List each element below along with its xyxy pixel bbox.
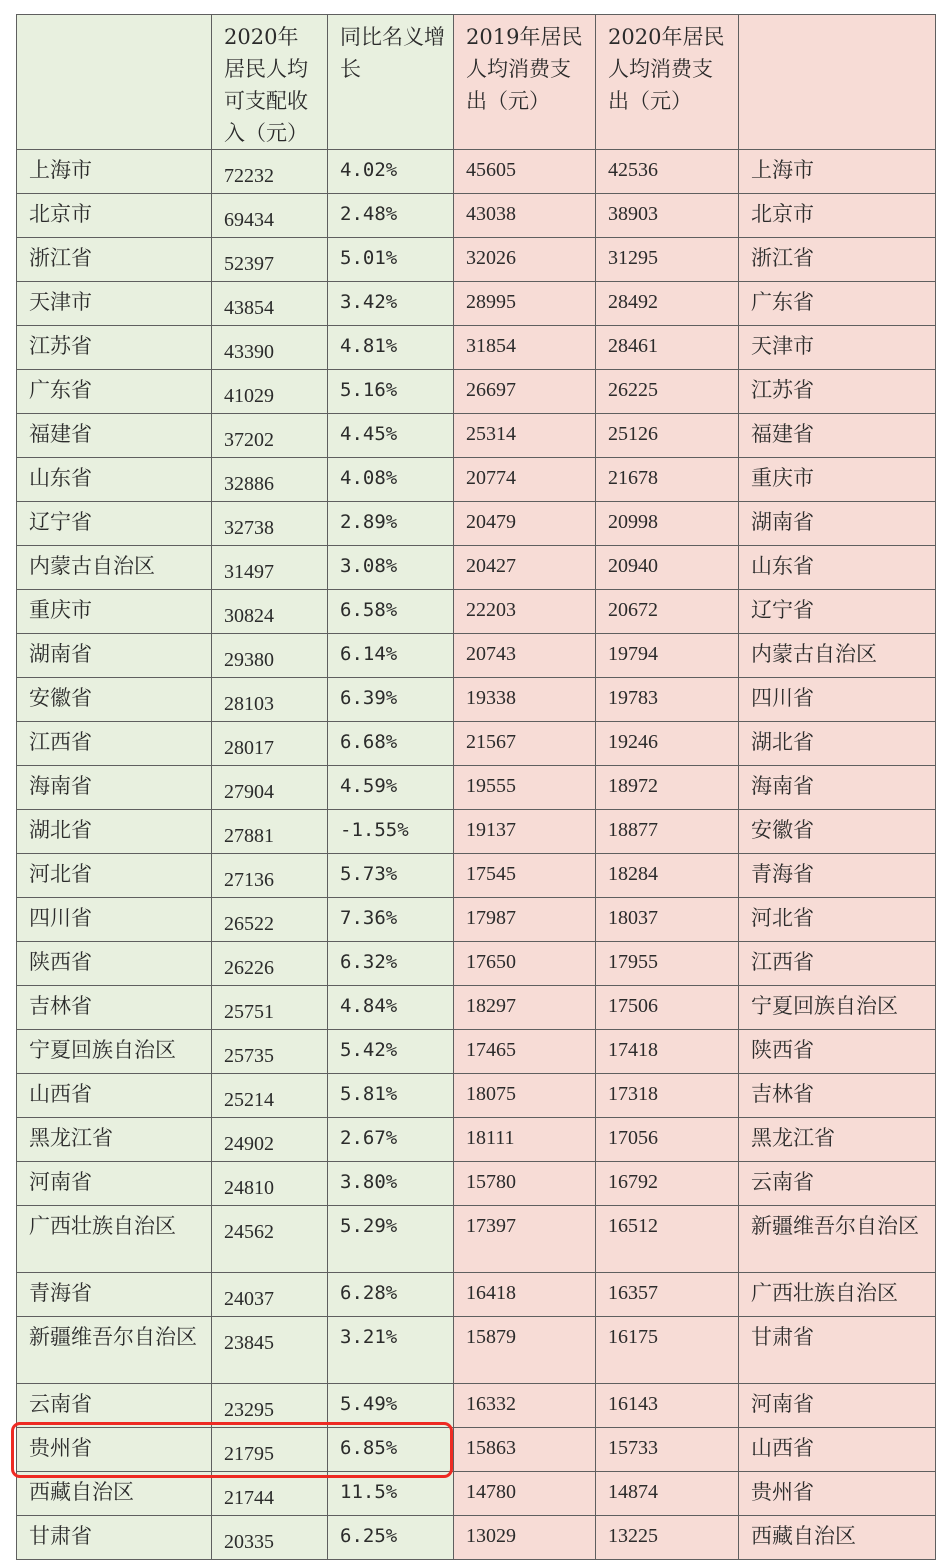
table-row: [17, 194, 936, 238]
cell-exp2020: 16143: [596, 1384, 739, 1428]
cell-region: 河南省: [17, 1162, 212, 1206]
cell-exp2019: 17465: [454, 1030, 596, 1074]
cell-income: 31497: [212, 546, 328, 590]
cell-rank-region: 安徽省: [739, 810, 936, 854]
cell-income: 32738: [212, 502, 328, 546]
cell-rank-region: 海南省: [739, 766, 936, 810]
cell-exp2020: 28492: [596, 282, 739, 326]
cell-exp2019: 14780: [454, 1472, 596, 1516]
highlight-box: [11, 1422, 453, 1478]
table-row: [17, 678, 936, 722]
cell-exp2019: 19338: [454, 678, 596, 722]
cell-growth: 2.48%: [328, 194, 454, 238]
cell-exp2020: 21678: [596, 458, 739, 502]
cell-region: 吉林省: [17, 986, 212, 1030]
cell-exp2019: 19137: [454, 810, 596, 854]
cell-income: 41029: [212, 370, 328, 414]
cell-exp2019: 16332: [454, 1384, 596, 1428]
cell-growth: 3.80%: [328, 1162, 454, 1206]
cell-exp2019: 18075: [454, 1074, 596, 1118]
table-row: [17, 238, 936, 282]
cell-growth: 6.32%: [328, 942, 454, 986]
table-row: [17, 590, 936, 634]
cell-exp2019: 28995: [454, 282, 596, 326]
cell-exp2019: 18111: [454, 1118, 596, 1162]
cell-exp2020: 17418: [596, 1030, 739, 1074]
cell-rank-region: 天津市: [739, 326, 936, 370]
cell-rank-region: 四川省: [739, 678, 936, 722]
cell-exp2019: 15879: [454, 1317, 596, 1384]
cell-rank-region: 湖北省: [739, 722, 936, 766]
cell-growth: 11.5%: [328, 1472, 454, 1516]
table-row: [17, 502, 936, 546]
header-income: 2020年居民人均可支配收入（元）: [212, 15, 328, 150]
cell-exp2020: 17955: [596, 942, 739, 986]
cell-rank-region: 吉林省: [739, 1074, 936, 1118]
cell-growth: 6.68%: [328, 722, 454, 766]
cell-region: 宁夏回族自治区: [17, 1030, 212, 1074]
cell-region: 辽宁省: [17, 502, 212, 546]
cell-rank-region: 福建省: [739, 414, 936, 458]
cell-income: 25214: [212, 1074, 328, 1118]
cell-region: 重庆市: [17, 590, 212, 634]
cell-income: 24562: [212, 1206, 328, 1273]
cell-exp2020: 16357: [596, 1273, 739, 1317]
cell-growth: -1.55%: [328, 810, 454, 854]
cell-growth: 5.16%: [328, 370, 454, 414]
cell-exp2019: 17650: [454, 942, 596, 986]
cell-region: 内蒙古自治区: [17, 546, 212, 590]
cell-income: 27136: [212, 854, 328, 898]
cell-rank-region: 黑龙江省: [739, 1118, 936, 1162]
table-row: [17, 1516, 936, 1560]
cell-growth: 5.42%: [328, 1030, 454, 1074]
table-row: [17, 1030, 936, 1074]
cell-region: 青海省: [17, 1273, 212, 1317]
table-row: [17, 414, 936, 458]
cell-region: 安徽省: [17, 678, 212, 722]
cell-region: 山东省: [17, 458, 212, 502]
cell-exp2020: 18877: [596, 810, 739, 854]
table-row: [17, 1317, 936, 1384]
cell-exp2020: 38903: [596, 194, 739, 238]
cell-exp2020: 42536: [596, 150, 739, 194]
cell-income: 23845: [212, 1317, 328, 1384]
cell-exp2019: 20427: [454, 546, 596, 590]
cell-exp2020: 18037: [596, 898, 739, 942]
cell-exp2019: 45605: [454, 150, 596, 194]
cell-growth: 4.08%: [328, 458, 454, 502]
cell-growth: 5.29%: [328, 1206, 454, 1273]
table-row: [17, 722, 936, 766]
cell-rank-region: 内蒙古自治区: [739, 634, 936, 678]
table-row: [17, 150, 936, 194]
cell-income: 28103: [212, 678, 328, 722]
cell-income: 23295: [212, 1384, 328, 1428]
cell-growth: 4.81%: [328, 326, 454, 370]
cell-income: 27881: [212, 810, 328, 854]
cell-exp2020: 19794: [596, 634, 739, 678]
cell-growth: 2.67%: [328, 1118, 454, 1162]
cell-exp2019: 18297: [454, 986, 596, 1030]
cell-rank-region: 山东省: [739, 546, 936, 590]
cell-rank-region: 北京市: [739, 194, 936, 238]
cell-growth: 7.36%: [328, 898, 454, 942]
cell-exp2019: 25314: [454, 414, 596, 458]
header-growth: 同比名义增长: [328, 15, 454, 150]
cell-income: 29380: [212, 634, 328, 678]
data-table: [16, 14, 936, 1560]
cell-exp2020: 20998: [596, 502, 739, 546]
cell-region: 海南省: [17, 766, 212, 810]
cell-exp2020: 17506: [596, 986, 739, 1030]
cell-exp2020: 31295: [596, 238, 739, 282]
cell-income: 25751: [212, 986, 328, 1030]
cell-income: 26522: [212, 898, 328, 942]
cell-exp2020: 20672: [596, 590, 739, 634]
cell-income: 30824: [212, 590, 328, 634]
cell-rank-region: 河南省: [739, 1384, 936, 1428]
table-row: [17, 942, 936, 986]
table-row: [17, 326, 936, 370]
table-row: [17, 854, 936, 898]
cell-region: 湖南省: [17, 634, 212, 678]
cell-income: 24810: [212, 1162, 328, 1206]
cell-exp2019: 21567: [454, 722, 596, 766]
cell-region: 江苏省: [17, 326, 212, 370]
cell-rank-region: 江西省: [739, 942, 936, 986]
cell-growth: 6.14%: [328, 634, 454, 678]
cell-region: 陕西省: [17, 942, 212, 986]
cell-exp2020: 25126: [596, 414, 739, 458]
cell-growth: 6.85%: [328, 1428, 454, 1472]
cell-income: 32886: [212, 458, 328, 502]
cell-income: 43390: [212, 326, 328, 370]
cell-growth: 3.42%: [328, 282, 454, 326]
table-row: [17, 1384, 936, 1428]
table-row: [17, 1118, 936, 1162]
table-row: [17, 1273, 936, 1317]
table-row: [17, 810, 936, 854]
cell-region: 甘肃省: [17, 1516, 212, 1560]
cell-exp2019: 32026: [454, 238, 596, 282]
cell-exp2020: 15733: [596, 1428, 739, 1472]
cell-income: 24037: [212, 1273, 328, 1317]
cell-growth: 5.81%: [328, 1074, 454, 1118]
cell-income: 26226: [212, 942, 328, 986]
header-row: [17, 15, 936, 150]
cell-rank-region: 云南省: [739, 1162, 936, 1206]
cell-income: 20335: [212, 1516, 328, 1560]
cell-exp2019: 17545: [454, 854, 596, 898]
cell-region: 北京市: [17, 194, 212, 238]
cell-rank-region: 宁夏回族自治区: [739, 986, 936, 1030]
table-row: [17, 1206, 936, 1273]
cell-exp2019: 13029: [454, 1516, 596, 1560]
cell-region: 江西省: [17, 722, 212, 766]
cell-growth: 3.08%: [328, 546, 454, 590]
cell-rank-region: 上海市: [739, 150, 936, 194]
cell-income: 27904: [212, 766, 328, 810]
cell-region: 广西壮族自治区: [17, 1206, 212, 1273]
cell-income: 25735: [212, 1030, 328, 1074]
cell-rank-region: 河北省: [739, 898, 936, 942]
cell-region: 黑龙江省: [17, 1118, 212, 1162]
cell-exp2020: 18284: [596, 854, 739, 898]
table-row: [17, 1162, 936, 1206]
cell-income: 21744: [212, 1472, 328, 1516]
cell-exp2019: 17397: [454, 1206, 596, 1273]
header-region: [17, 15, 212, 150]
cell-rank-region: 青海省: [739, 854, 936, 898]
cell-region: 新疆维吾尔自治区: [17, 1317, 212, 1384]
table-row: [17, 1472, 936, 1516]
cell-growth: 4.59%: [328, 766, 454, 810]
cell-region: 山西省: [17, 1074, 212, 1118]
cell-growth: 4.84%: [328, 986, 454, 1030]
cell-exp2020: 19783: [596, 678, 739, 722]
header-rank: [739, 15, 936, 150]
cell-exp2020: 19246: [596, 722, 739, 766]
cell-rank-region: 山西省: [739, 1428, 936, 1472]
cell-rank-region: 重庆市: [739, 458, 936, 502]
cell-income: 21795: [212, 1428, 328, 1472]
table-row: [17, 458, 936, 502]
cell-rank-region: 浙江省: [739, 238, 936, 282]
cell-rank-region: 西藏自治区: [739, 1516, 936, 1560]
cell-growth: 5.49%: [328, 1384, 454, 1428]
cell-growth: 2.89%: [328, 502, 454, 546]
cell-region: 云南省: [17, 1384, 212, 1428]
table-row: [17, 986, 936, 1030]
cell-rank-region: 江苏省: [739, 370, 936, 414]
cell-growth: 4.45%: [328, 414, 454, 458]
cell-region: 湖北省: [17, 810, 212, 854]
cell-growth: 3.21%: [328, 1317, 454, 1384]
cell-income: 28017: [212, 722, 328, 766]
cell-rank-region: 贵州省: [739, 1472, 936, 1516]
cell-exp2019: 17987: [454, 898, 596, 942]
cell-exp2019: 19555: [454, 766, 596, 810]
cell-region: 贵州省: [17, 1428, 212, 1472]
cell-income: 72232: [212, 150, 328, 194]
cell-growth: 4.02%: [328, 150, 454, 194]
cell-growth: 6.39%: [328, 678, 454, 722]
cell-exp2019: 20479: [454, 502, 596, 546]
cell-region: 四川省: [17, 898, 212, 942]
cell-rank-region: 辽宁省: [739, 590, 936, 634]
cell-exp2020: 13225: [596, 1516, 739, 1560]
cell-rank-region: 新疆维吾尔自治区: [739, 1206, 936, 1273]
cell-rank-region: 甘肃省: [739, 1317, 936, 1384]
cell-exp2020: 20940: [596, 546, 739, 590]
table-row: [17, 634, 936, 678]
cell-exp2020: 16175: [596, 1317, 739, 1384]
cell-rank-region: 陕西省: [739, 1030, 936, 1074]
cell-exp2019: 43038: [454, 194, 596, 238]
cell-exp2020: 18972: [596, 766, 739, 810]
cell-growth: 6.25%: [328, 1516, 454, 1560]
cell-exp2020: 28461: [596, 326, 739, 370]
cell-growth: 6.58%: [328, 590, 454, 634]
cell-growth: 6.28%: [328, 1273, 454, 1317]
cell-exp2019: 31854: [454, 326, 596, 370]
cell-exp2019: 16418: [454, 1273, 596, 1317]
cell-region: 天津市: [17, 282, 212, 326]
header-exp2019: 2019年居民人均消费支出（元）: [454, 15, 596, 150]
cell-exp2019: 22203: [454, 590, 596, 634]
cell-region: 西藏自治区: [17, 1472, 212, 1516]
table-row: [17, 1074, 936, 1118]
cell-exp2019: 20774: [454, 458, 596, 502]
table-row: [17, 546, 936, 590]
cell-exp2020: 17318: [596, 1074, 739, 1118]
cell-exp2020: 16792: [596, 1162, 739, 1206]
cell-growth: 5.73%: [328, 854, 454, 898]
cell-rank-region: 广东省: [739, 282, 936, 326]
cell-rank-region: 湖南省: [739, 502, 936, 546]
cell-exp2019: 26697: [454, 370, 596, 414]
cell-exp2019: 15780: [454, 1162, 596, 1206]
cell-region: 河北省: [17, 854, 212, 898]
cell-income: 24902: [212, 1118, 328, 1162]
cell-income: 69434: [212, 194, 328, 238]
cell-income: 37202: [212, 414, 328, 458]
table-row: [17, 898, 936, 942]
table-row: [17, 766, 936, 810]
cell-exp2019: 20743: [454, 634, 596, 678]
cell-rank-region: 广西壮族自治区: [739, 1273, 936, 1317]
cell-region: 浙江省: [17, 238, 212, 282]
table-row: [17, 282, 936, 326]
cell-exp2019: 15863: [454, 1428, 596, 1472]
cell-exp2020: 17056: [596, 1118, 739, 1162]
cell-exp2020: 14874: [596, 1472, 739, 1516]
header-exp2020: 2020年居民人均消费支出（元）: [596, 15, 739, 150]
cell-income: 52397: [212, 238, 328, 282]
cell-growth: 5.01%: [328, 238, 454, 282]
cell-income: 43854: [212, 282, 328, 326]
cell-exp2020: 26225: [596, 370, 739, 414]
cell-region: 福建省: [17, 414, 212, 458]
table-row: [17, 370, 936, 414]
cell-exp2020: 16512: [596, 1206, 739, 1273]
cell-region: 广东省: [17, 370, 212, 414]
cell-region: 上海市: [17, 150, 212, 194]
